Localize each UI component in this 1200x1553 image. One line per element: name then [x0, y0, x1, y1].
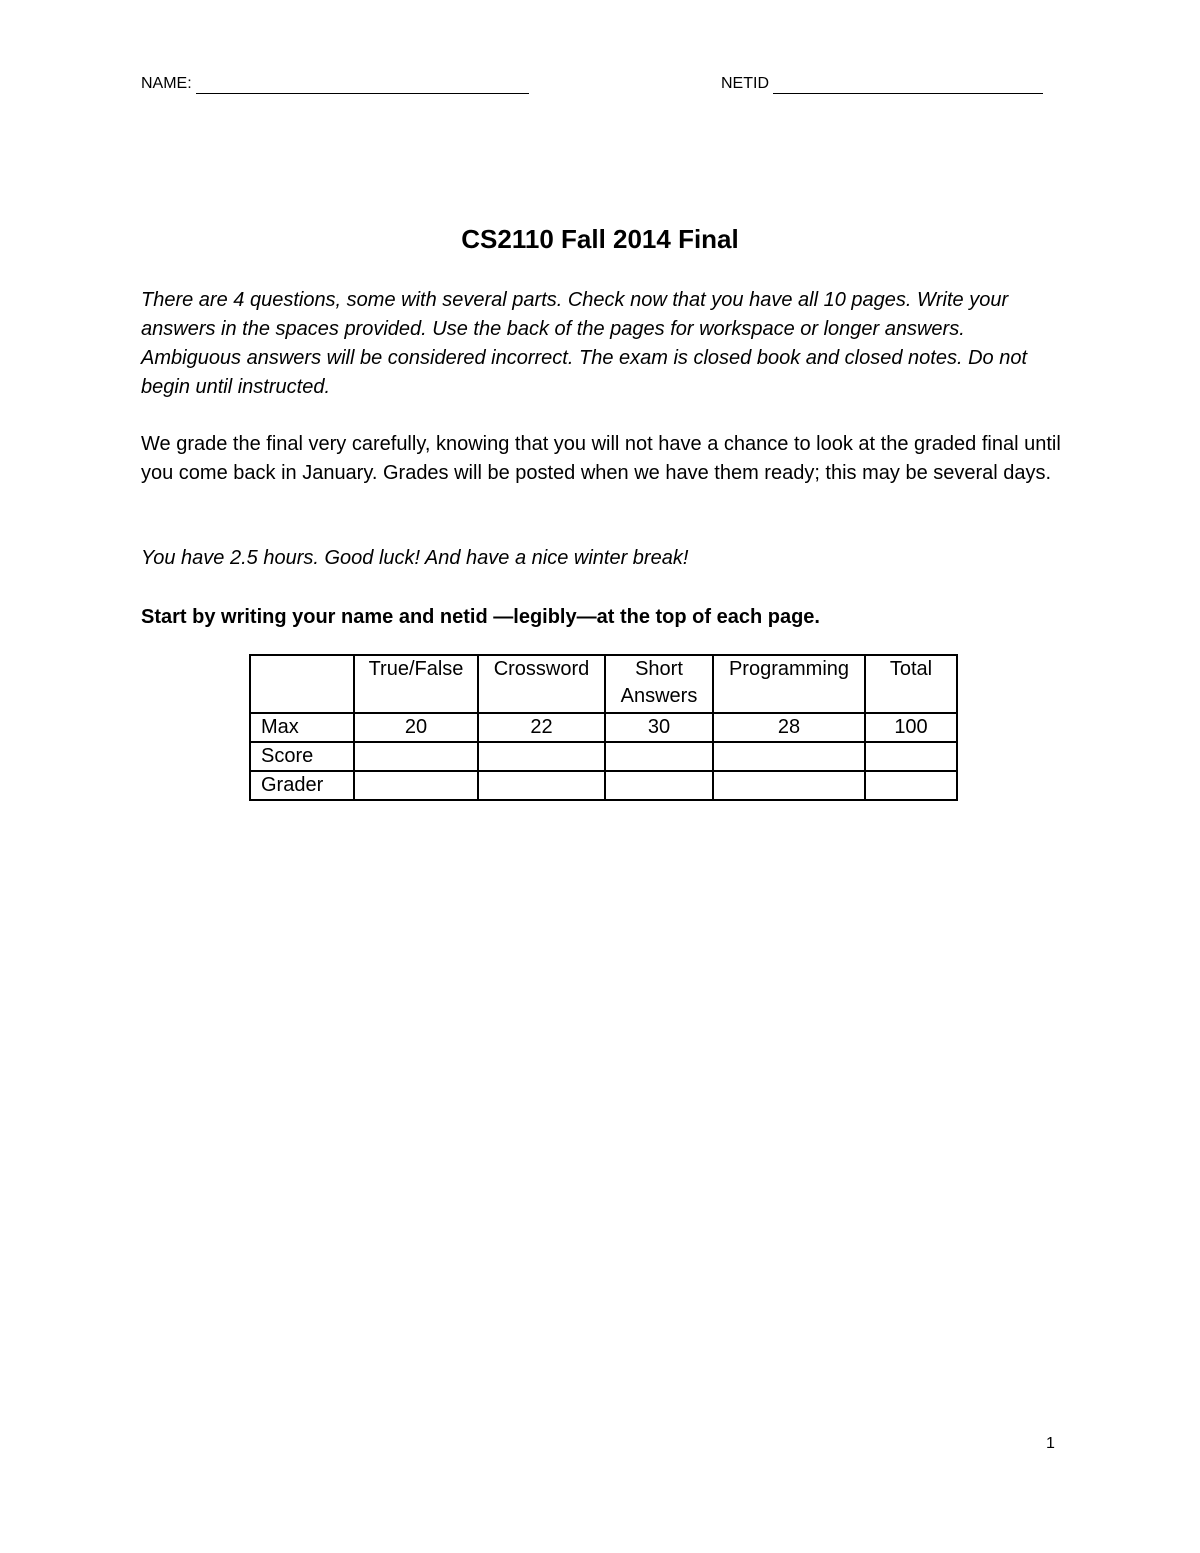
table-row [250, 771, 957, 800]
column-header: Total [865, 655, 957, 713]
row-label: Max [250, 713, 354, 742]
table-cell: 28 [713, 713, 865, 742]
column-header: Short Answers [605, 655, 713, 713]
name-label: NAME: [141, 75, 192, 92]
table-cell[interactable] [713, 771, 865, 800]
row-label: Score [250, 742, 354, 771]
table-cell[interactable] [605, 771, 713, 800]
name-blank-line[interactable] [196, 75, 529, 94]
table-row [250, 742, 957, 771]
table-cell[interactable] [605, 742, 713, 771]
column-header: Programming [713, 655, 865, 713]
page-number: 1 [1046, 1435, 1055, 1452]
table-cell: 100 [865, 713, 957, 742]
netid-label: NETID [721, 75, 769, 92]
table-cell[interactable] [478, 771, 605, 800]
column-header: True/False [354, 655, 478, 713]
column-header [250, 655, 354, 713]
table-cell: 20 [354, 713, 478, 742]
table-row [250, 713, 957, 742]
netid-blank-line[interactable] [773, 75, 1043, 94]
row-label: Grader [250, 771, 354, 800]
score-table [249, 654, 958, 801]
netid-field [721, 74, 1043, 94]
table-cell: 22 [478, 713, 605, 742]
score-table-header-row [250, 655, 957, 713]
time-paragraph: You have 2.5 hours. Good luck! And have a nice winter break! [141, 547, 689, 569]
name-field [141, 74, 529, 94]
exam-title: CS2110 Fall 2014 Final [461, 224, 739, 254]
table-cell[interactable] [478, 742, 605, 771]
table-cell[interactable] [713, 742, 865, 771]
table-cell: 30 [605, 713, 713, 742]
table-cell[interactable] [354, 742, 478, 771]
table-cell[interactable] [865, 742, 957, 771]
grading-paragraph: We grade the final very carefully, knowing that you will not have a chance to look at the graded final until you come back in January. Grades will be posted when we have them ready; this may be several days. [141, 433, 1061, 484]
intro-paragraph: There are 4 questions, some with several parts. Check now that you have all 10 pages. Write your answers in the spaces provided. Use the back of the pages for workspace or longer answers. Ambiguous answers will be considered incorrect. The exam is closed book and closed notes. Do not begin until instructed. [141, 289, 1028, 398]
start-instruction: Start by writing your name and netid —legibly—at the top of each page. [141, 606, 820, 628]
table-cell[interactable] [865, 771, 957, 800]
table-cell[interactable] [354, 771, 478, 800]
column-header: Crossword [478, 655, 605, 713]
